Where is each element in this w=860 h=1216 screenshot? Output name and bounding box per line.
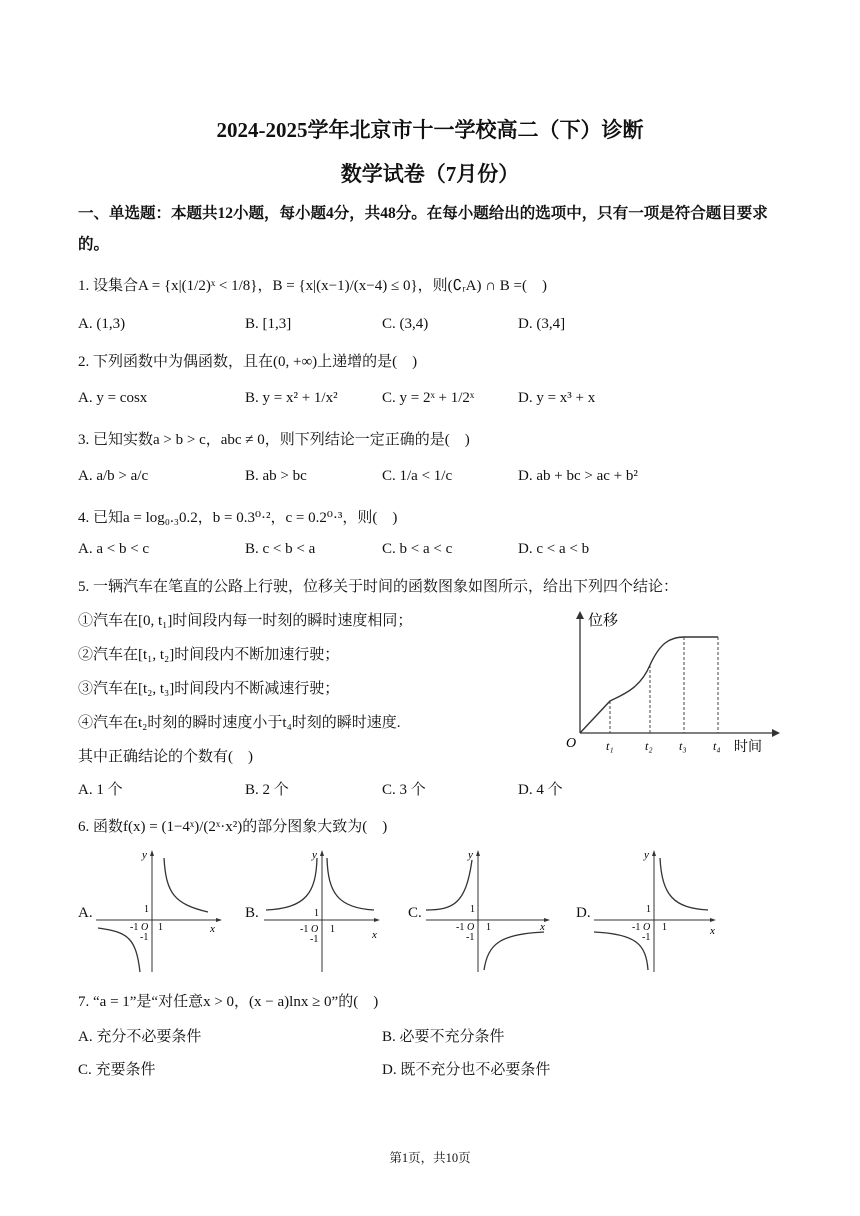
question-5-statement-3: ③汽车在[t₂, t₃]时间段内不断减速行驶；: [78, 681, 340, 697]
question-1-option-d: D. (3,4]: [518, 316, 566, 332]
graph-b-one-x: 1: [330, 924, 335, 935]
graph-c-one-y: 1: [470, 904, 475, 915]
graph-b-x-arrow: [374, 918, 380, 922]
page-footer: 第1页，共10页: [389, 1151, 471, 1165]
question-4-option-b: B. c < b < a: [245, 541, 316, 557]
question-3-option-d: D. ab + bc > ac + b²: [518, 468, 638, 484]
graph-a-neg-one-x: -1: [130, 922, 139, 933]
graph-a-y-label: y: [142, 849, 147, 861]
question-1-stem: 1. 设集合A = {x|(1/2)ˣ < 1/8}，B = {x|(x−1)/(x−4) ≤ 0}，则(∁ᵣA) ∩ B =( ): [78, 278, 547, 294]
question-5-statement-4: ④汽车在t₂时刻的瞬时速度小于t₄时刻的瞬时速度.: [78, 715, 401, 731]
question-2-option-c: C. y = 2ˣ + 1/2ˣ: [382, 390, 475, 406]
question-3-option-b: B. ab > bc: [245, 468, 307, 484]
graph-c-right-branch: [484, 932, 544, 970]
question-7-option-a: A. 充分不必要条件: [78, 1029, 202, 1045]
graph-d-neg-one-y: -1: [642, 932, 651, 943]
y-axis-label: 位移: [588, 613, 619, 629]
question-6-stem: 6. 函数f(x) = (1−4ˣ)/(2ˣ·x²)的部分图象大致为( ): [78, 819, 388, 835]
graph-d-x-arrow: [710, 918, 716, 922]
graph-b-neg-one-y: -1: [310, 934, 319, 945]
y-axis-arrow: [576, 611, 584, 619]
graph-d-one-x: 1: [662, 922, 667, 933]
graph-a-origin: O: [141, 922, 149, 933]
origin-label: O: [566, 736, 577, 751]
graph-d-y-arrow: [652, 850, 656, 856]
tick-t2: t₂: [645, 739, 653, 753]
graph-d-origin: O: [643, 922, 651, 933]
question-1-option-a: A. (1,3): [78, 316, 126, 332]
question-6-option-d: D.: [576, 905, 591, 921]
tick-t4: t₄: [713, 739, 721, 753]
question-2-option-b: B. y = x² + 1/x²: [245, 390, 338, 406]
graph-b-one-y: 1: [314, 908, 319, 919]
question-5-option-a: A. 1 个: [78, 782, 123, 798]
question-3-option-a: A. a/b > a/c: [78, 468, 149, 484]
graph-a-neg-one-y: -1: [140, 932, 149, 943]
graph-a-x-label: x: [210, 923, 215, 935]
graph-c-y-arrow: [476, 850, 480, 856]
graph-d-y-label: y: [644, 849, 649, 861]
graph-d-right-branch: [660, 858, 708, 910]
question-6-graph-d: [592, 848, 722, 976]
section-heading: 一、单选题：本题共12小题，每小题4分，共48分。在每小题给出的选项中，只有一项是符合题目要求的。: [78, 205, 768, 253]
displacement-curve: [580, 637, 718, 733]
tick-t3: t₃: [679, 739, 687, 753]
question-4-option-a: A. a < b < c: [78, 541, 150, 557]
question-2-stem: 2. 下列函数中为偶函数，且在(0, +∞)上递增的是( ): [78, 354, 418, 370]
question-6-option-b: B.: [245, 905, 259, 921]
question-5-ask: 其中正确结论的个数有( ): [78, 749, 253, 765]
graph-d-neg-one-x: -1: [632, 922, 641, 933]
graph-b-left-branch: [266, 858, 317, 910]
question-7-option-c: C. 充要条件: [78, 1062, 156, 1078]
question-5-stem: 5. 一辆汽车在笔直的公路上行驶，位移关于时间的函数图象如图所示，给出下列四个结论：: [78, 579, 679, 595]
question-3-stem: 3. 已知实数a > b > c，abc ≠ 0，则下列结论一定正确的是( ): [78, 432, 470, 448]
graph-c-neg-one-y: -1: [466, 932, 475, 943]
question-6-graph-a: [94, 848, 224, 976]
x-axis-label: 时间: [734, 740, 762, 755]
question-5-option-c: C. 3 个: [382, 782, 426, 798]
graph-c-left-branch: [426, 860, 472, 910]
question-6-graph-b: [262, 848, 392, 976]
question-4-stem: 4. 已知a = log₀.₃0.2，b = 0.3⁰·²，c = 0.2⁰·³，则( ): [78, 510, 398, 526]
graph-c-x-arrow: [544, 918, 550, 922]
question-2-option-a: A. y = cosx: [78, 390, 148, 406]
graph-a-y-arrow: [150, 850, 154, 856]
graph-b-x-label: x: [372, 929, 377, 941]
graph-a-one-x: 1: [158, 922, 163, 933]
graph-d-left-branch: [594, 932, 651, 970]
graph-c-origin: O: [467, 922, 475, 933]
question-5-statement-1: ①汽车在[0, t₁]时间段内每一时刻的瞬时速度相同；: [78, 613, 413, 629]
question-1-option-b: B. [1,3]: [245, 316, 292, 332]
graph-c-neg-one-x: -1: [456, 922, 465, 933]
graph-b-right-branch: [327, 858, 374, 910]
graph-c-y-label: y: [468, 849, 473, 861]
question-2-option-d: D. y = x³ + x: [518, 390, 596, 406]
question-1-option-c: C. (3,4): [382, 316, 429, 332]
displacement-time-graph: [560, 605, 780, 760]
graph-c-x-label: x: [540, 921, 545, 933]
question-5-option-d: D. 4 个: [518, 782, 563, 798]
graph-b-y-label: y: [312, 849, 317, 861]
question-6-option-a: A.: [78, 905, 93, 921]
graph-b-y-arrow: [320, 850, 324, 856]
graph-a-right-branch: [164, 858, 208, 912]
question-5-option-b: B. 2 个: [245, 782, 289, 798]
question-7-stem: 7. “a = 1”是“对任意x > 0，(x − a)lnx ≥ 0”的( ): [78, 994, 379, 1010]
question-6-graph-c: [424, 848, 554, 976]
graph-a-one-y: 1: [144, 904, 149, 915]
graph-d-x-label: x: [710, 925, 715, 937]
question-3-option-c: C. 1/a < 1/c: [382, 468, 453, 484]
graph-d-one-y: 1: [646, 904, 651, 915]
graph-b-origin: O: [311, 924, 319, 935]
x-axis-arrow: [772, 729, 780, 737]
question-6-option-c: C.: [408, 905, 422, 921]
graph-b-neg-one-x: -1: [300, 924, 309, 935]
question-7-option-d: D. 既不充分也不必要条件: [382, 1062, 551, 1078]
question-4-option-c: C. b < a < c: [382, 541, 453, 557]
page-subtitle: 数学试卷（7月份）: [340, 162, 520, 186]
question-4-option-d: D. c < a < b: [518, 541, 590, 557]
tick-t1: t₁: [606, 739, 614, 753]
graph-a-left-branch: [98, 928, 140, 972]
graph-c-one-x: 1: [486, 922, 491, 933]
graph-a-x-arrow: [216, 918, 222, 922]
question-5-statement-2: ②汽车在[t₁, t₂]时间段内不断加速行驶；: [78, 647, 340, 663]
page-title: 2024-2025学年北京市十一学校高二（下）诊断: [216, 118, 644, 142]
question-7-option-b: B. 必要不充分条件: [382, 1029, 505, 1045]
